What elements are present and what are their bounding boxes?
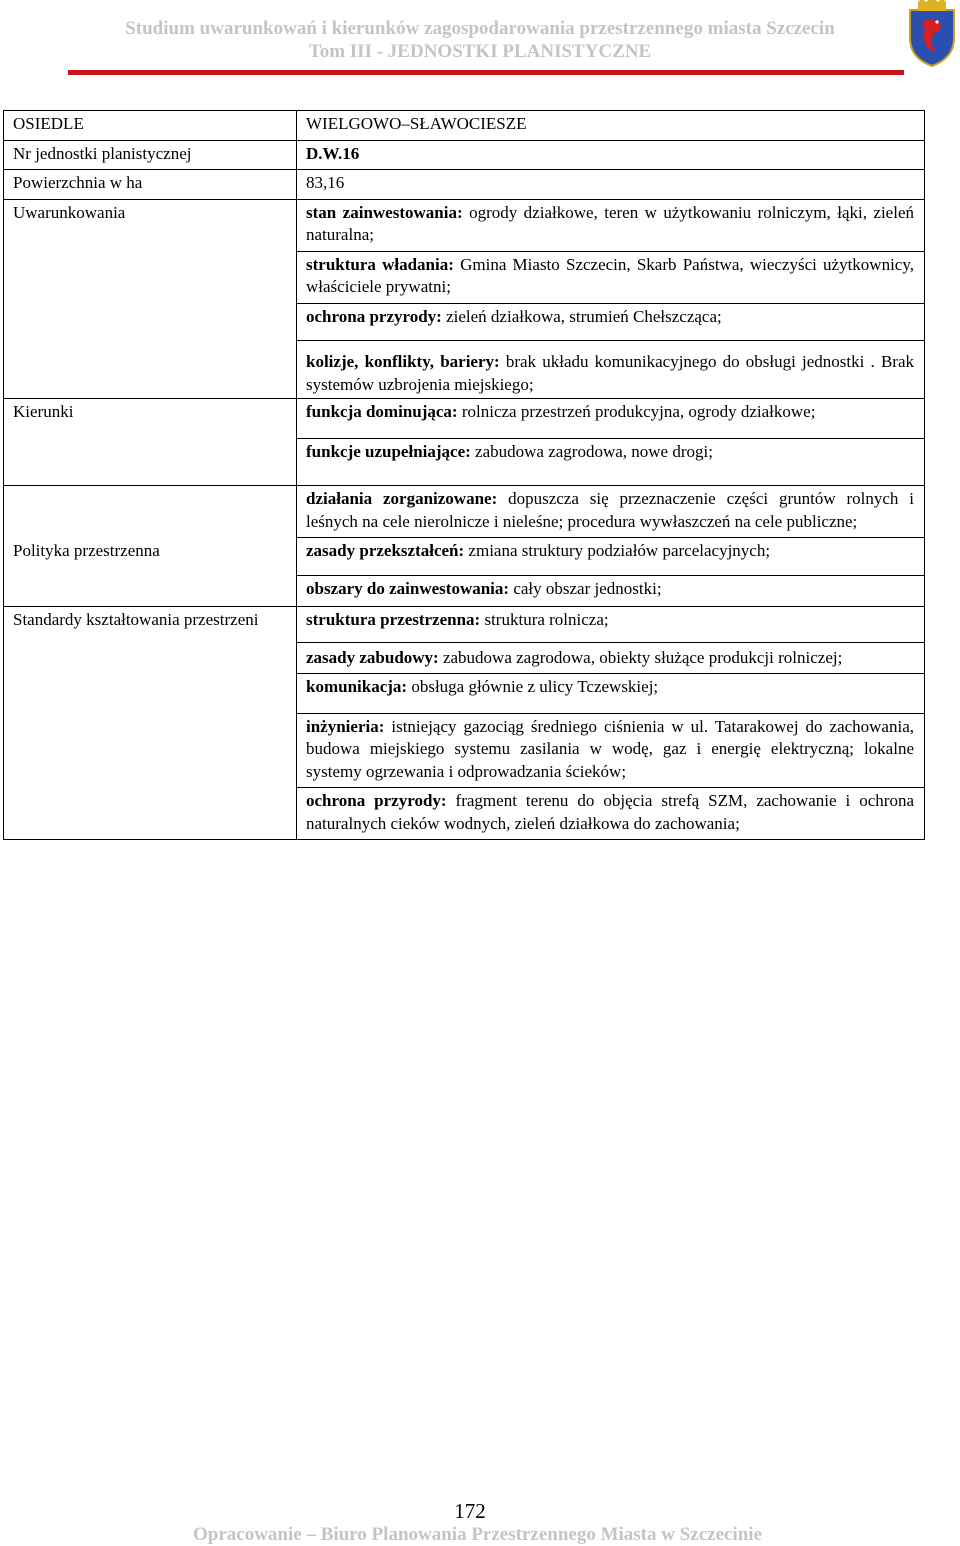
uwarunkowania-item: stan zainwestowania: ogrody działkowe, teren w użytkowaniu rolniczym, łąki, zieleń naturalna; [297, 199, 925, 251]
uwarunkowania-item: kolizje, konflikty, bariery: brak układu komunikacyjnego do obsługi jednostki . Brak systemów uzbrojenia miejskiego; [297, 341, 925, 399]
standardy-item: struktura przestrzenna: struktura rolnicza; [297, 607, 925, 643]
table-row [4, 251, 925, 303]
table-row [4, 170, 925, 200]
table-row [4, 642, 925, 674]
table-row [4, 674, 925, 714]
osiedle-value: WIELGOWO–SŁAWOCIESZE [297, 111, 925, 141]
area-label: Powierzchnia w ha [4, 170, 297, 200]
table-row [4, 607, 925, 643]
uwarunkowania-label: Uwarunkowania [4, 199, 297, 251]
kierunki-item: funkcje uzupełniające: zabudowa zagrodowa, nowe drogi; [297, 438, 925, 486]
planning-unit-table [3, 110, 925, 840]
polityka-item: obszary do zainwestowania: cały obszar jednostki; [297, 575, 925, 607]
unit-number-label: Nr jednostki planistycznej [4, 140, 297, 170]
table-row [4, 303, 925, 341]
uwarunkowania-item: ochrona przyrody: zieleń działkowa, strumień Chełszcząca; [297, 303, 925, 341]
area-value: 83,16 [297, 170, 925, 200]
uwarunkowania-item: struktura władania: Gmina Miasto Szczecin, Skarb Państwa, wieczyści użytkownicy, właściciele prywatni; [297, 251, 925, 303]
standardy-label: Standardy kształtowania przestrzeni [4, 607, 297, 643]
table-row [4, 199, 925, 251]
table-row [4, 341, 925, 399]
table-row [4, 111, 925, 141]
polityka-label: Polityka przestrzenna [4, 538, 297, 576]
document-footer: Opracowanie – Biuro Planowania Przestrzennego Miasta w Szczecinie [192, 1524, 763, 1545]
table-row [4, 438, 925, 486]
standardy-item: zasady zabudowy: zabudowa zagrodowa, obiekty służące produkcji rolniczej; [297, 642, 925, 674]
unit-number-value: D.W.16 [297, 140, 925, 170]
polityka-item: zasady przekształceń: zmiana struktury podziałów parcelacyjnych; [297, 538, 925, 576]
header-rule [68, 70, 904, 75]
table-row [4, 788, 925, 840]
table-row [4, 399, 925, 439]
standardy-item: ochrona przyrody: fragment terenu do objęcia strefą SZM, zachowanie i ochrona naturalnych cieków wodnych, zieleń działkowa do zachowania; [297, 788, 925, 840]
table-row [4, 713, 925, 788]
document-header-volume: Tom III - JEDNOSTKI PLANISTYCZNE [308, 41, 652, 62]
table-row [4, 140, 925, 170]
standardy-item: inżynieria: istniejący gazociąg średniego ciśnienia w ul. Tatarakowej do zachowania, budowa miejskiego systemu zasilania w wodę, gaz i energię elektryczną; lokalne systemy ogrzewania i odprowadzania ścieków; [297, 713, 925, 788]
polityka-item: działania zorganizowane: dopuszcza się przeznaczenie części gruntów rolnych i leśnych na cele nierolnicze i nieleśne; procedura wywłaszczeń na cele publiczne; [297, 486, 925, 538]
szczecin-coat-of-arms-icon [904, 0, 960, 68]
page-number: 172 [454, 1499, 486, 1523]
document-header-title: Studium uwarunkowań i kierunków zagospodarowania przestrzennego miasta Szczecin [125, 18, 835, 39]
table-row [4, 538, 925, 576]
kierunki-item: funkcja dominująca: rolnicza przestrzeń produkcyjna, ogrody działkowe; [297, 399, 925, 439]
table-row [4, 575, 925, 607]
kierunki-label: Kierunki [4, 399, 297, 439]
table-row [4, 486, 925, 538]
standardy-item: komunikacja: obsługa głównie z ulicy Tczewskiej; [297, 674, 925, 714]
osiedle-label: OSIEDLE [4, 111, 297, 141]
